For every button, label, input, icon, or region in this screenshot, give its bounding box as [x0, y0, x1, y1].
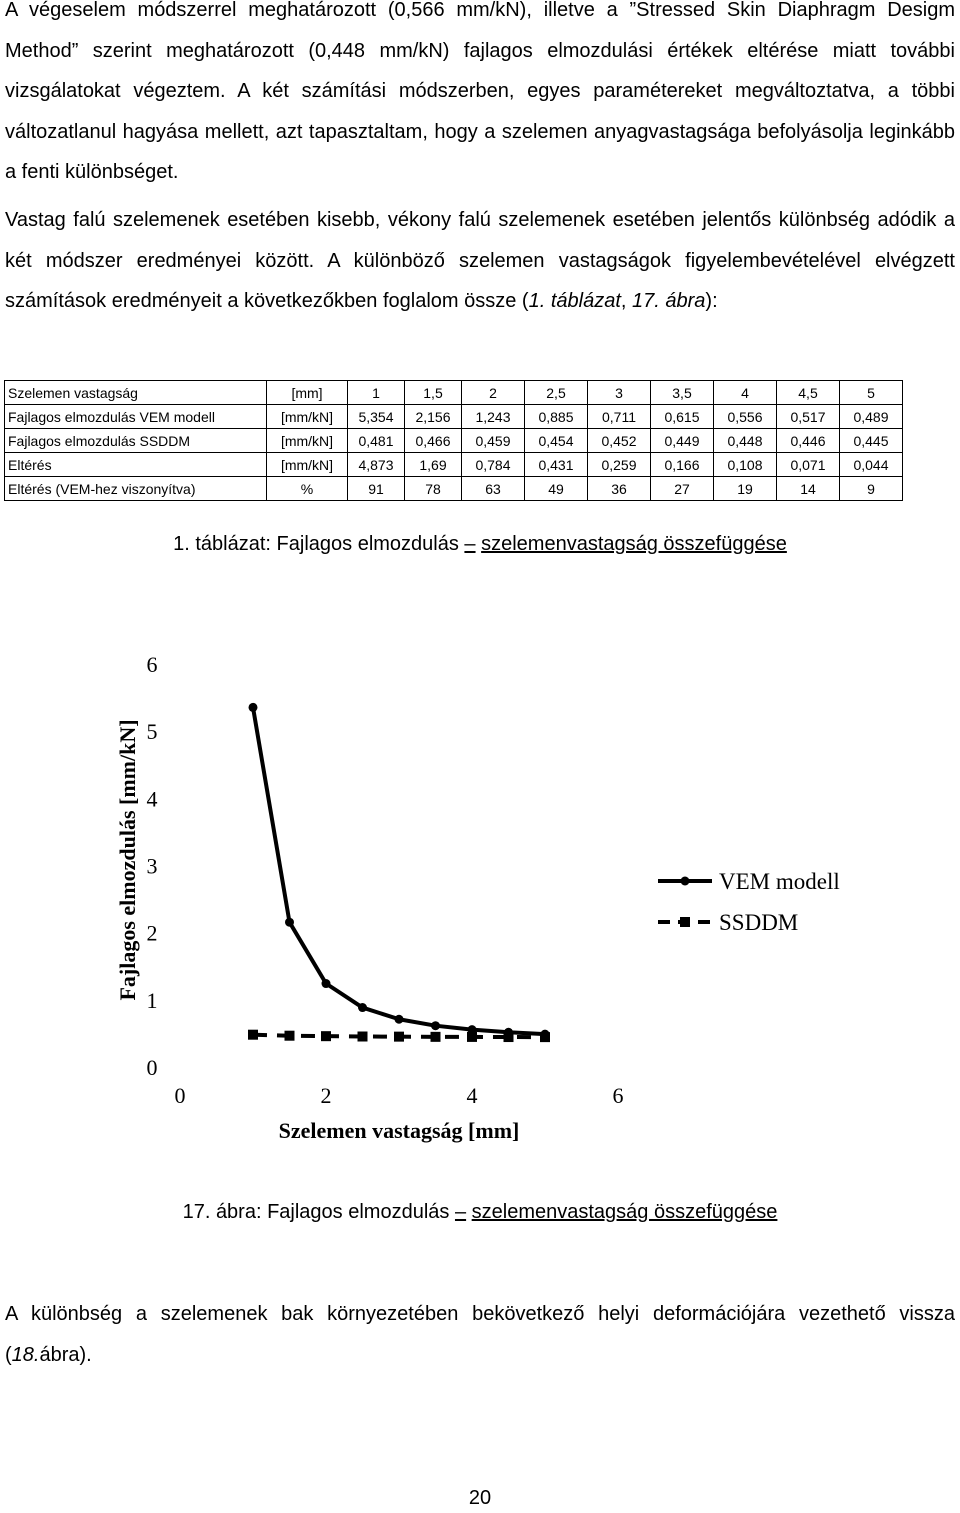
table-cell: 0,448	[714, 429, 777, 453]
table-cell: 0,711	[588, 405, 651, 429]
y-tick-label: 2	[146, 920, 158, 946]
paragraph-intro: A végeselem módszerrel meghatározott (0,566 mm/kN), illetve a ”Stressed Skin Diaphragm Desigm Method” szerint meghatározott (0,448 mm/kN) fajlagos elmozdulási értékek eltérése miatt további vizsgálatokat végeztem. A két számítási módszerben, egyes paramétereket megváltoztatva, a többi változatlanul hagyása mellett, azt tapasztaltam, hogy a szelemen anyagvastagsága befolyásolja leginkább a fenti különbséget.	[5, 0, 955, 183]
table-cell: 14	[777, 477, 840, 501]
y-tick-label: 5	[146, 719, 158, 745]
table-cell: 63	[462, 477, 525, 501]
table-cell: 0,517	[777, 405, 840, 429]
table-cell: 4,873	[348, 453, 405, 477]
data-point	[467, 1032, 477, 1042]
table-cell: 0,481	[348, 429, 405, 453]
table-cell: 78	[405, 477, 462, 501]
table-cell: 0,885	[525, 405, 588, 429]
data-point	[358, 1003, 367, 1012]
row-unit: %	[267, 477, 348, 501]
table-cell: 0,446	[777, 429, 840, 453]
series-line-vem	[253, 707, 545, 1034]
y-tick-label: 0	[146, 1055, 158, 1080]
x-tick-label: 0	[174, 1083, 186, 1108]
table-cell: 0,431	[525, 453, 588, 477]
data-point	[394, 1032, 404, 1042]
x-axis-ticks	[175, 1083, 624, 1108]
table-cell: 0,784	[462, 453, 525, 477]
table-cell: 3	[588, 381, 651, 405]
table-cell: 0,071	[777, 453, 840, 477]
table-cell: 1	[348, 381, 405, 405]
table-cell: 1,243	[462, 405, 525, 429]
legend-marker	[681, 877, 690, 886]
row-label: Szelemen vastagság	[5, 381, 267, 405]
results-table	[4, 380, 903, 501]
chart-series	[248, 703, 550, 1042]
table-caption-dash: –	[464, 533, 476, 555]
table-row	[5, 477, 903, 501]
x-tick-label: 2	[320, 1083, 332, 1108]
page-number: 20	[468, 1487, 492, 1509]
x-tick-label: 4	[466, 1083, 478, 1108]
y-tick-label: 3	[146, 853, 158, 879]
x-tick-label: 6	[612, 1083, 624, 1108]
table-row	[5, 381, 903, 405]
table-cell: 0,489	[840, 405, 903, 429]
table-cell: 1,69	[405, 453, 462, 477]
y-axis-ticks	[147, 652, 158, 1080]
data-point	[248, 1030, 258, 1040]
table-cell: 1,5	[405, 381, 462, 405]
table-row	[5, 453, 903, 477]
table-cell: 0,259	[588, 453, 651, 477]
row-unit: [mm]	[267, 381, 348, 405]
data-point	[431, 1032, 441, 1042]
data-point	[358, 1032, 368, 1042]
table-row	[5, 405, 903, 429]
row-unit: [mm/kN]	[267, 405, 348, 429]
paragraph-conclusion-end: ábra).	[39, 1343, 92, 1366]
table-caption-prefix: 1. táblázat: Fajlagos elmozdulás	[173, 533, 459, 555]
figure-caption	[0, 1201, 960, 1224]
y-tick-label: 4	[146, 786, 158, 812]
reference-separator: ,	[620, 290, 633, 312]
table-cell: 0,445	[840, 429, 903, 453]
legend-marker	[680, 917, 690, 927]
legend-label: SSDDM	[719, 910, 799, 935]
y-tick-label: 1	[146, 987, 158, 1013]
figure-caption-prefix: 17. ábra: Fajlagos elmozdulás	[182, 1201, 450, 1223]
table-row	[5, 429, 903, 453]
data-point	[504, 1032, 514, 1042]
table-cell: 0,556	[714, 405, 777, 429]
chart-legend	[658, 869, 840, 935]
table-reference: 1. táblázat	[528, 290, 621, 312]
figure-caption-rest: szelemenvastagság összefüggése	[471, 1201, 778, 1223]
row-label: Eltérés	[5, 453, 267, 477]
figure-18-reference: 18.	[11, 1343, 40, 1366]
table-cell: 49	[525, 477, 588, 501]
table-cell: 0,454	[525, 429, 588, 453]
table-caption-rest: szelemenvastagság összefüggése	[481, 533, 787, 555]
row-label: Fajlagos elmozdulás VEM modell	[5, 405, 267, 429]
table-cell: 2	[462, 381, 525, 405]
table-cell: 3,5	[651, 381, 714, 405]
y-tick-label: 6	[146, 652, 158, 677]
data-point	[249, 703, 258, 712]
data-point	[540, 1032, 550, 1042]
table-cell: 0,166	[651, 453, 714, 477]
row-unit: [mm/kN]	[267, 429, 348, 453]
table-cell: 0,615	[651, 405, 714, 429]
table-cell: 0,044	[840, 453, 903, 477]
table-cell: 0,452	[588, 429, 651, 453]
paragraph-results-end: ):	[705, 290, 718, 312]
table-cell: 0,108	[714, 453, 777, 477]
table-cell: 36	[588, 477, 651, 501]
displacement-chart	[0, 600, 960, 1160]
table-cell: 19	[714, 477, 777, 501]
data-point	[395, 1015, 404, 1024]
table-cell: 4,5	[777, 381, 840, 405]
paragraph-conclusion	[5, 1294, 955, 1375]
x-axis-label: Szelemen vastagság [mm]	[278, 1118, 520, 1143]
table-cell: 0,459	[462, 429, 525, 453]
table-cell: 4	[714, 381, 777, 405]
data-point	[431, 1021, 440, 1030]
paragraph-conclusion-text: A különbség a szelemenek bak környezetében bekövetkező helyi deformációjára vezethető vissza (	[5, 1303, 955, 1366]
table-cell: 0,449	[651, 429, 714, 453]
row-label: Fajlagos elmozdulás SSDDM	[5, 429, 267, 453]
figure-caption-dash: –	[454, 1201, 467, 1223]
figure-reference: 17. ábra	[632, 290, 706, 312]
y-axis-label: Fajlagos elmozdulás [mm/kN]	[115, 719, 140, 1001]
data-point	[322, 979, 331, 988]
table-cell: 27	[651, 477, 714, 501]
paragraph-results-text: Vastag falú szelemenek esetében kisebb, vékony falú szelemenek esetében jelentős különbség adódik a két módszer eredményei között. A különböző szelemen vastagságok figyelembevételével elvégzett számítások eredményeit a következőkben foglalom össze (	[5, 209, 955, 312]
table-cell: 2,5	[525, 381, 588, 405]
data-point	[285, 1031, 295, 1041]
data-point	[285, 918, 294, 927]
row-label: Eltérés (VEM-hez viszonyítva)	[5, 477, 267, 501]
table-cell: 5	[840, 381, 903, 405]
table-cell: 9	[840, 477, 903, 501]
table-cell: 2,156	[405, 405, 462, 429]
table-caption	[0, 533, 960, 556]
table-cell: 0,466	[405, 429, 462, 453]
table-cell: 5,354	[348, 405, 405, 429]
legend-label: VEM modell	[719, 869, 840, 894]
table-cell: 91	[348, 477, 405, 501]
data-point	[321, 1031, 331, 1041]
paragraph-results	[5, 200, 955, 322]
row-unit: [mm/kN]	[267, 453, 348, 477]
